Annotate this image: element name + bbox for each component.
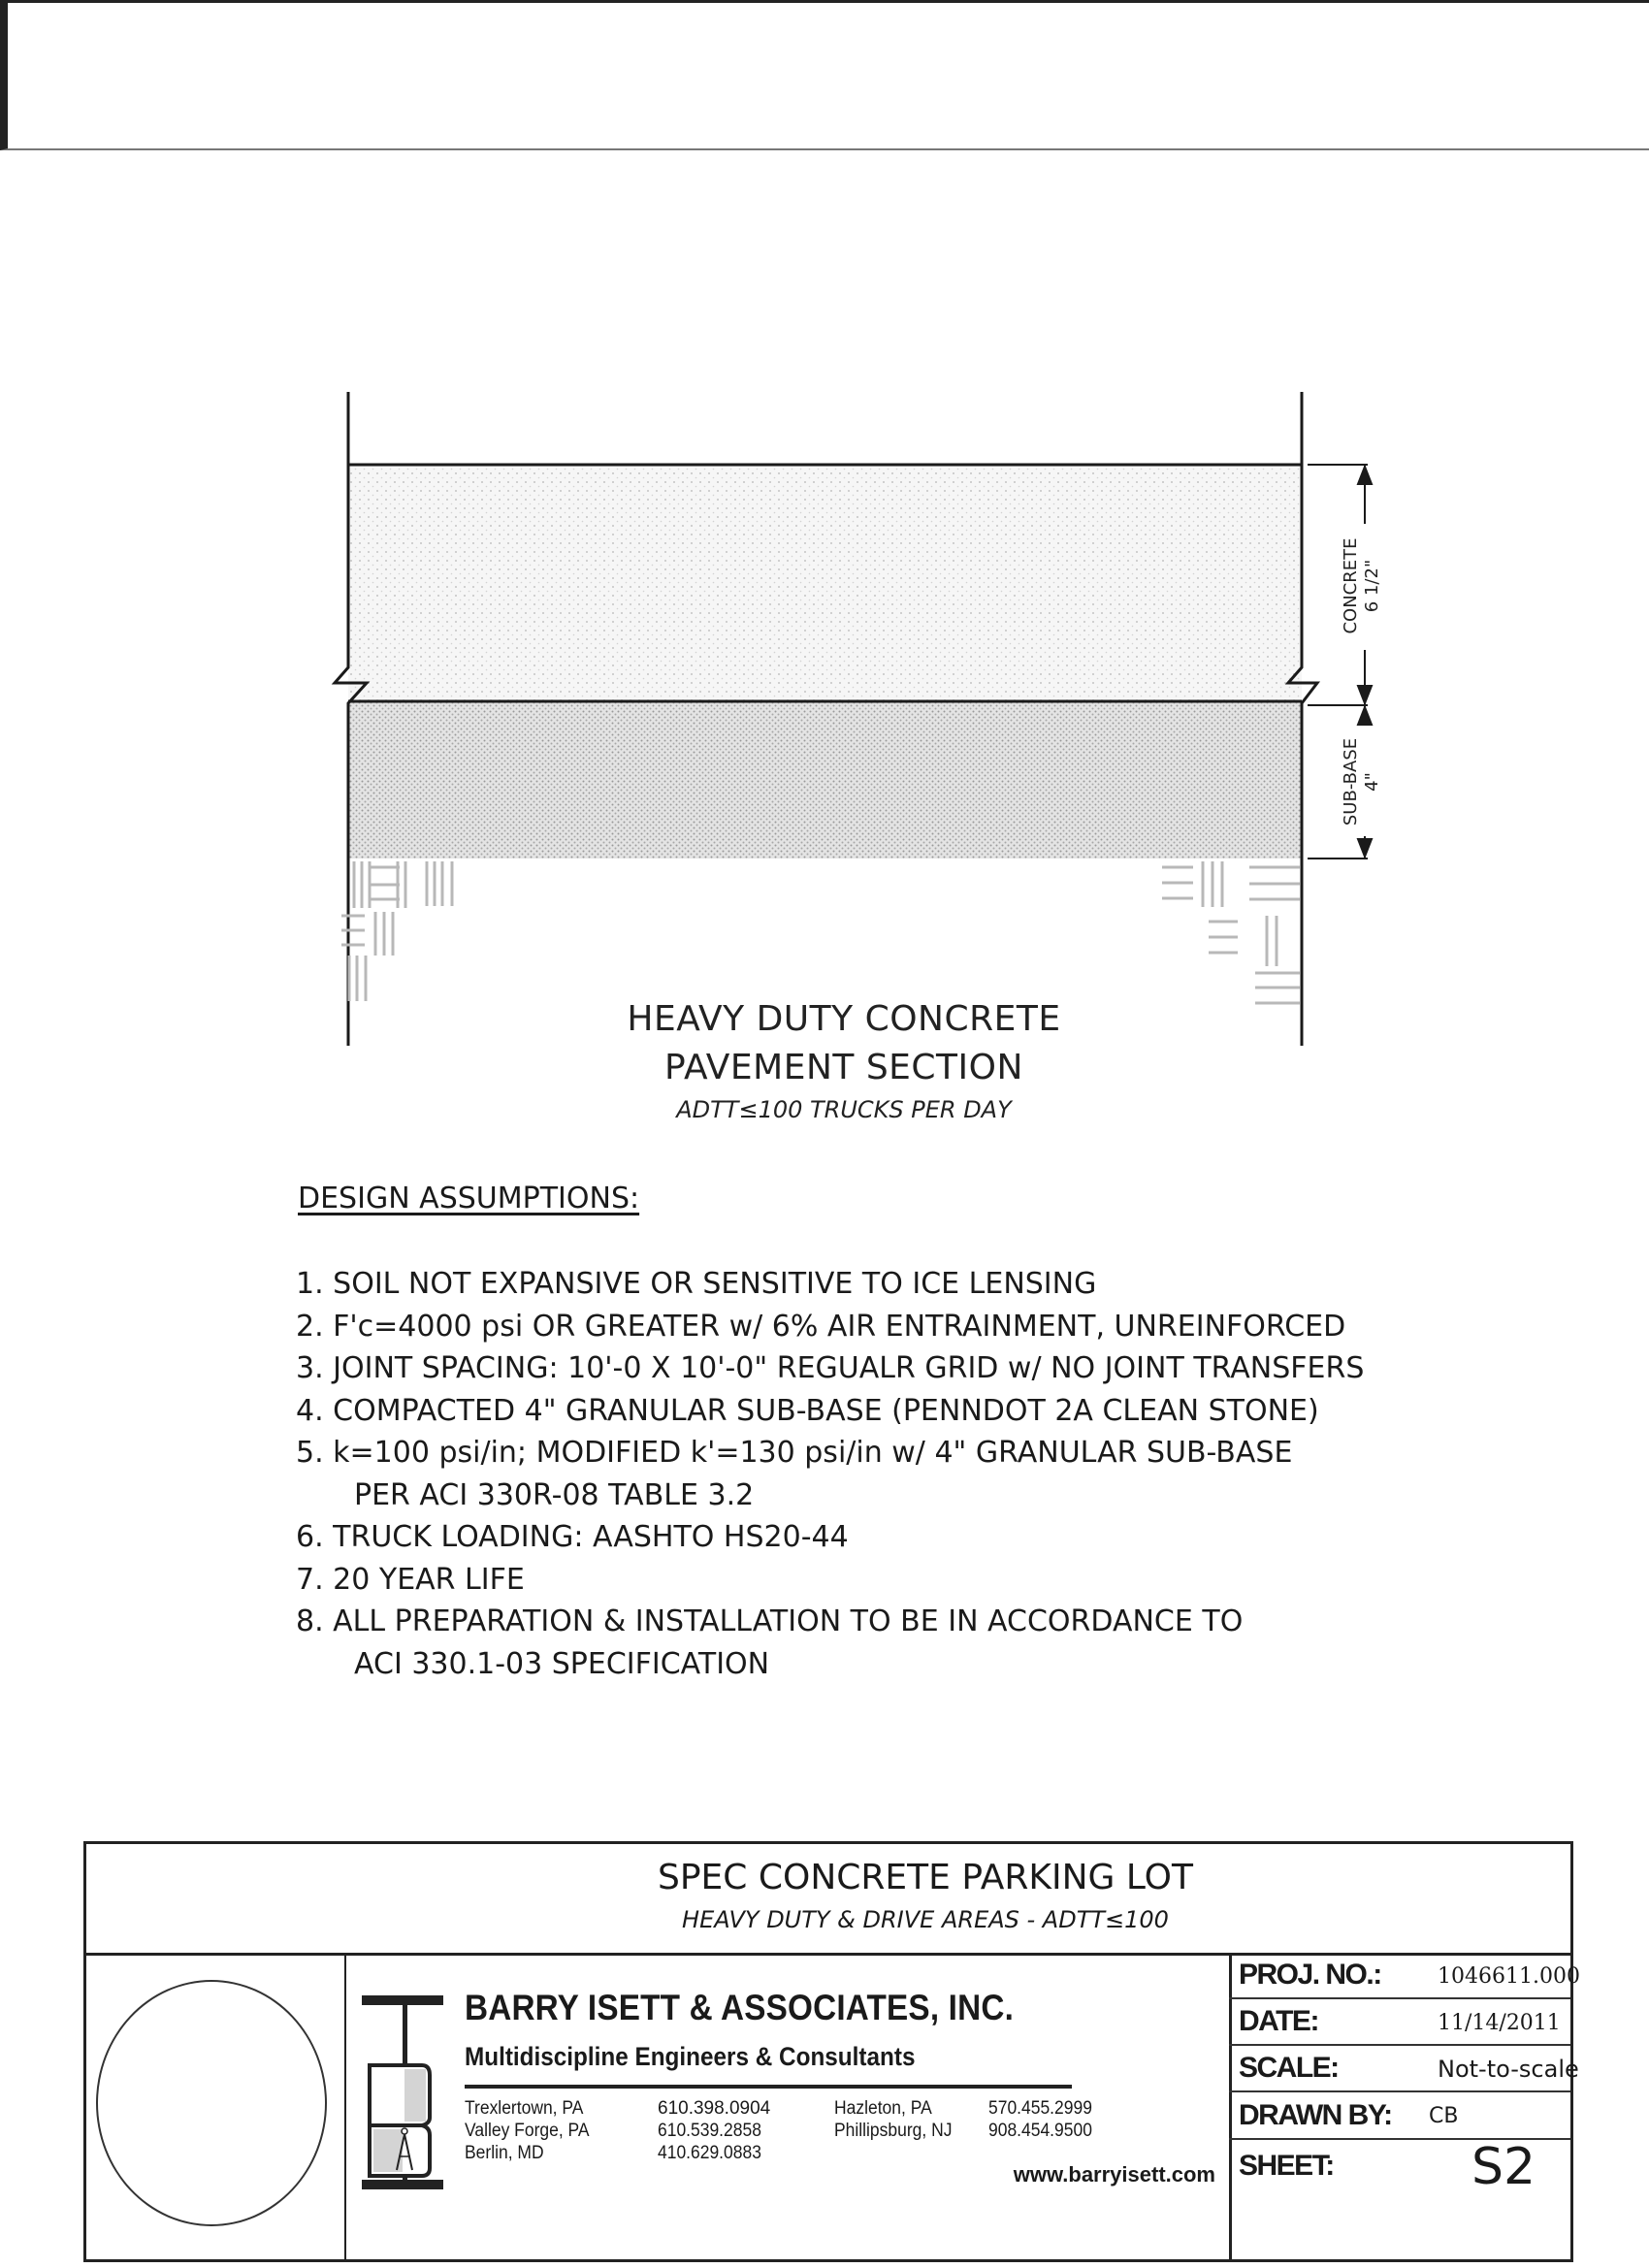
project-number-label: PROJ. NO.: (1239, 1959, 1381, 1991)
project-number-value: 1046611.000 (1438, 1964, 1580, 1989)
date-label: DATE: (1239, 2005, 1318, 2037)
title-block (83, 1841, 1580, 2262)
firm-logo-icon (362, 1995, 443, 2189)
firm-name: BARRY ISETT & ASSOCIATES, INC. (465, 1988, 1015, 2027)
design-note-text: 1. SOIL NOT EXPANSIVE OR SENSITIVE TO ICE LENSING (296, 1267, 1097, 1301)
sheet-label: SHEET: (1239, 2150, 1334, 2182)
scale-label: SCALE: (1239, 2052, 1339, 2084)
design-assumptions-list (296, 1263, 1364, 1685)
scale-value: Not-to-scale (1438, 2056, 1579, 2083)
firm-block (344, 1953, 1232, 2259)
concrete-dim-label: CONCRETE (1341, 537, 1361, 634)
office-city: Valley Forge, PA (465, 2121, 590, 2141)
design-note-4 (296, 1390, 1364, 1433)
subbase-layer (348, 701, 1302, 859)
section-title-line2: PAVEMENT SECTION (664, 1048, 1023, 1087)
concrete-dim-value: 6 1/2" (1362, 559, 1382, 613)
firm-tagline: Multidiscipline Engineers & Consultants (465, 2042, 916, 2071)
sheet-number: S2 (1471, 2138, 1536, 2196)
soil-hatch-right (1162, 861, 1300, 1003)
firm-website-link[interactable]: www.barryisett.com (1013, 2162, 1215, 2187)
drawing-info-table (1229, 1953, 1580, 2259)
office-city: Hazleton, PA (834, 2098, 932, 2119)
info-row-scale (1229, 2046, 1579, 2092)
office-city: Trexlertown, PA (465, 2098, 584, 2119)
office-phone: 610.539.2858 (658, 2121, 761, 2141)
seal-circle (96, 1980, 327, 2226)
design-note-text: 8. ALL PREPARATION & INSTALLATION TO BE IN ACCORDANCE TO (296, 1604, 1244, 1638)
office-phone: 610.398.0904 (658, 2098, 771, 2119)
date-value: 11/14/2011 (1438, 2011, 1561, 2035)
design-note-text: 7. 20 YEAR LIFE (296, 1562, 525, 1597)
design-note-8 (296, 1601, 1364, 1685)
info-row-project-number (1229, 1953, 1580, 1999)
design-note-text: 6. TRUCK LOADING: AASHTO HS20-44 (296, 1520, 849, 1554)
soil-hatch-left (341, 861, 452, 1001)
info-row-date (1229, 1999, 1570, 2046)
project-subtitle: HEAVY DUTY & DRIVE AREAS - ADTT≤100 (682, 1906, 1169, 1933)
design-note-2 (296, 1306, 1364, 1348)
office-phone: 570.455.2999 (988, 2098, 1092, 2119)
design-note-text: 4. COMPACTED 4" GRANULAR SUB-BASE (PENNDOT 2A CLEAN STONE) (296, 1393, 1319, 1428)
dimension-lines (1308, 465, 1372, 859)
design-note-3 (296, 1347, 1364, 1390)
seal-area (86, 1953, 346, 2259)
design-assumptions-heading: DESIGN ASSUMPTIONS: (298, 1182, 640, 1215)
firm-divider (465, 2085, 1072, 2089)
subbase-dim-label: SUB-BASE (1341, 737, 1361, 826)
info-row-drawn-by (1229, 2092, 1570, 2140)
title-block-header (86, 1844, 1570, 1956)
drawn-by-label: DRAWN BY: (1239, 2099, 1392, 2131)
section-title-line1: HEAVY DUTY CONCRETE (627, 999, 1061, 1039)
design-note-1 (296, 1263, 1364, 1306)
design-note-7 (296, 1559, 1364, 1602)
design-note-5 (296, 1432, 1364, 1516)
drawn-by-value: CB (1429, 2104, 1459, 2128)
info-row-sheet (1229, 2140, 1570, 2198)
design-note-continuation: PER ACI 330R-08 TABLE 3.2 (354, 1477, 755, 1512)
design-note-continuation: ACI 330.1-03 SPECIFICATION (354, 1646, 770, 1681)
project-title: SPEC CONCRETE PARKING LOT (657, 1858, 1193, 1897)
office-phone: 410.629.0883 (658, 2143, 761, 2163)
section-subtitle: ADTT≤100 TRUCKS PER DAY (676, 1096, 1012, 1123)
concrete-layer (348, 465, 1302, 701)
design-note-text: 5. k=100 psi/in; MODIFIED k'=130 psi/in w/ 4" GRANULAR SUB-BASE (296, 1436, 1293, 1470)
office-phone: 908.454.9500 (988, 2121, 1092, 2141)
design-note-6 (296, 1516, 1364, 1559)
subbase-dim-value: 4" (1362, 772, 1382, 792)
office-city: Phillipsburg, NJ (834, 2121, 953, 2141)
design-note-text: 2. F'c=4000 psi OR GREATER w/ 6% AIR ENTRAINMENT, UNREINFORCED (296, 1309, 1346, 1344)
office-city: Berlin, MD (465, 2143, 544, 2163)
design-note-text: 3. JOINT SPACING: 10'-0 X 10'-0" REGUALR GRID w/ NO JOINT TRANSFERS (296, 1351, 1365, 1385)
